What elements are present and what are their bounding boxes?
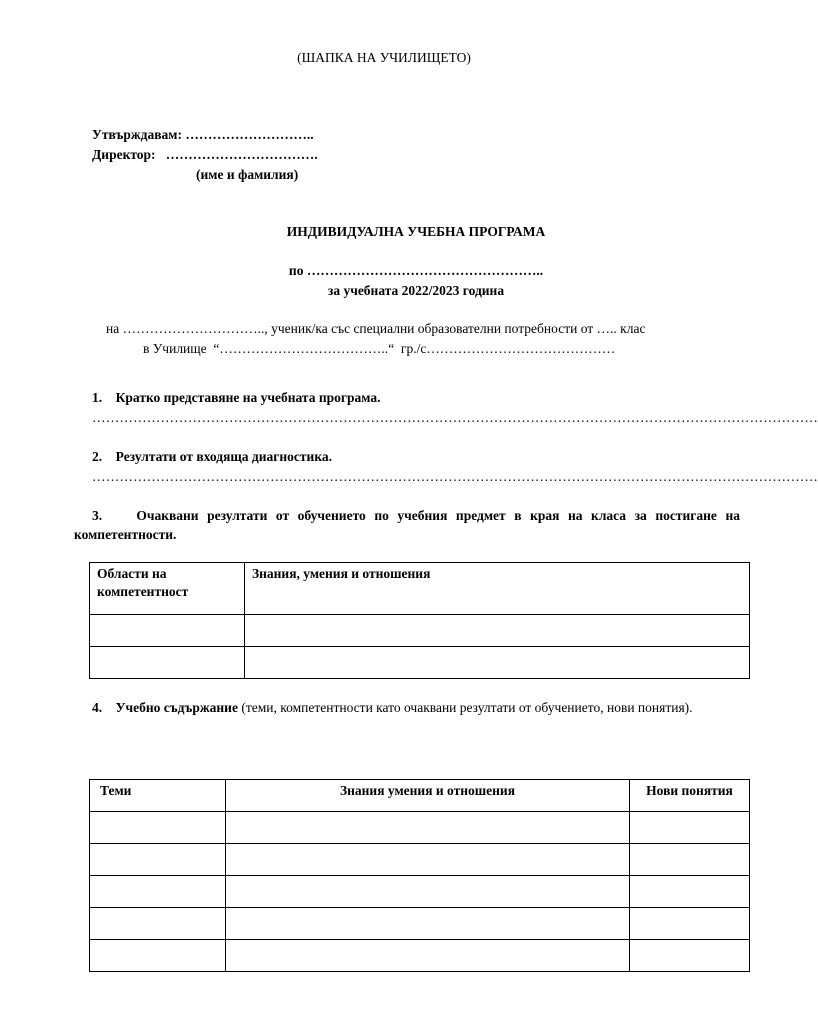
subject-label: по bbox=[288, 263, 304, 278]
table-row bbox=[90, 908, 750, 940]
school-prefix: в Училище bbox=[143, 341, 207, 356]
student-prefix: на bbox=[106, 321, 120, 336]
section-1-fill-line: …………………………………………………………………………………………………………………………………………… bbox=[92, 410, 818, 425]
section-2-title: Резултати от входяща диагностика. bbox=[115, 449, 333, 464]
director-label: Директор: bbox=[92, 147, 156, 162]
table-cell[interactable] bbox=[90, 876, 226, 908]
name-note: (име и фамилия) bbox=[196, 167, 299, 182]
table-cell[interactable] bbox=[90, 615, 245, 647]
director-dots: ……………………………. bbox=[165, 147, 318, 162]
section-1-title: Кратко представяне на учебната програма. bbox=[115, 390, 381, 405]
table-cell[interactable] bbox=[226, 844, 630, 876]
table-row bbox=[90, 615, 750, 647]
section-2-number: 2. bbox=[92, 449, 103, 464]
table-cell[interactable] bbox=[90, 812, 226, 844]
table-cell[interactable] bbox=[630, 844, 750, 876]
table-cell[interactable] bbox=[226, 812, 630, 844]
section-4-heading bbox=[74, 698, 740, 717]
approve-line bbox=[92, 127, 314, 143]
new-concepts-header: Нови понятия bbox=[630, 780, 750, 812]
table-row bbox=[90, 812, 750, 844]
section-2-fill-line: …………………………………………………………………………………………………………………………………………… bbox=[92, 469, 818, 484]
section-4-title: Учебно съдържание bbox=[115, 700, 238, 715]
knowledge-skills-header: Знания, умения и отношения bbox=[245, 563, 750, 615]
table-cell[interactable] bbox=[90, 940, 226, 972]
knowledge-skills-header: Знания умения и отношения bbox=[226, 780, 630, 812]
section-4-note: (теми, компетентности като очаквани резултати от обучението, нови понятия). bbox=[241, 700, 693, 715]
table-cell[interactable] bbox=[90, 908, 226, 940]
student-description: ученик/ка със специални образователни потребности от ….. клас bbox=[271, 321, 646, 336]
section-1-heading bbox=[92, 390, 380, 406]
school-year-line: за учебната 2022/2023 година bbox=[327, 283, 505, 298]
table-cell[interactable] bbox=[226, 908, 630, 940]
table-cell[interactable] bbox=[245, 615, 750, 647]
student-line-1 bbox=[106, 321, 645, 337]
school-header-placeholder: (ШАПКА НА УЧИЛИЩЕТО) bbox=[297, 50, 471, 65]
school-name-dots: “………………………………..“ bbox=[213, 341, 395, 356]
section-3-title: Очаквани резултати от обучението по учебния предмет в края на класа за постигане на компетентности. bbox=[74, 508, 741, 542]
table-cell[interactable] bbox=[630, 908, 750, 940]
table-cell[interactable] bbox=[90, 647, 245, 679]
section-1-number: 1. bbox=[92, 390, 103, 405]
table-row bbox=[90, 844, 750, 876]
table-cell[interactable] bbox=[226, 940, 630, 972]
subject-dots: …………………………………………….. bbox=[306, 263, 544, 278]
student-name-dots: ………………………….., bbox=[122, 321, 268, 336]
approve-dots: ……………………….. bbox=[185, 127, 314, 142]
table-row bbox=[90, 647, 750, 679]
document-title: ИНДИВИДУАЛНА УЧЕБНА ПРОГРАМА bbox=[286, 224, 546, 239]
student-line-2 bbox=[143, 341, 615, 357]
section-2-heading bbox=[92, 449, 332, 465]
section-4-number: 4. bbox=[92, 700, 103, 715]
table-cell[interactable] bbox=[630, 940, 750, 972]
section-3-heading bbox=[74, 506, 740, 544]
content-table bbox=[89, 779, 750, 972]
subject-line bbox=[32, 263, 800, 279]
competence-table-header-row bbox=[90, 563, 750, 615]
director-line bbox=[92, 147, 318, 163]
competence-table bbox=[89, 562, 750, 679]
table-cell[interactable] bbox=[630, 812, 750, 844]
section-3-number: 3. bbox=[92, 508, 103, 523]
table-cell[interactable] bbox=[245, 647, 750, 679]
approve-label: Утвърждавам: bbox=[92, 127, 182, 142]
table-row bbox=[90, 940, 750, 972]
table-cell[interactable] bbox=[226, 876, 630, 908]
table-row bbox=[90, 876, 750, 908]
table-cell[interactable] bbox=[90, 844, 226, 876]
content-table-header-row bbox=[90, 780, 750, 812]
table-cell[interactable] bbox=[630, 876, 750, 908]
competence-area-header: Области на компетентност bbox=[90, 563, 245, 615]
topics-header: Теми bbox=[90, 780, 226, 812]
city-dots: гр./с…………………………………… bbox=[400, 341, 616, 356]
